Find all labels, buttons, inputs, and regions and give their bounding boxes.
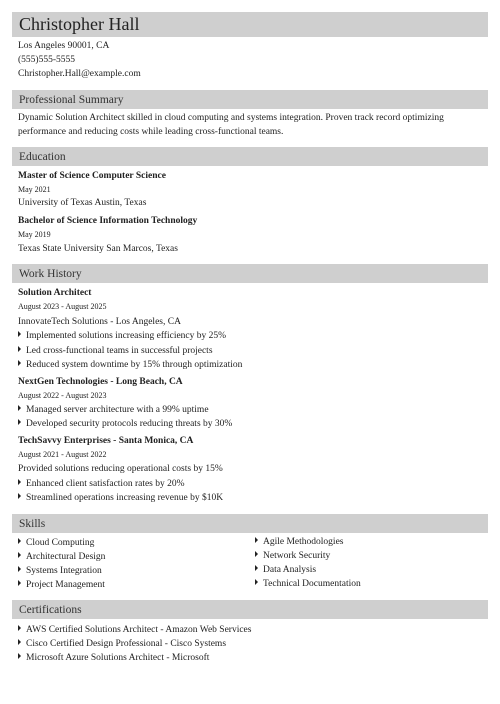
bullet-icon xyxy=(18,360,21,366)
job-bullet: Streamlined operations increasing revenue by $10K xyxy=(26,493,224,503)
list-item xyxy=(255,565,316,575)
certification-item: Cisco Certified Design Professional - Cisco Systems xyxy=(26,639,227,649)
education-degree: Master of Science Computer Science xyxy=(18,171,166,181)
summary-line-1: Dynamic Solution Architect skilled in cloud computing and systems integration. Proven track record optimizing xyxy=(18,113,444,123)
list-item xyxy=(18,493,223,503)
certifications-title: Certifications xyxy=(19,603,82,616)
list-item xyxy=(18,346,213,356)
bullet-icon xyxy=(18,405,21,411)
list-item xyxy=(18,625,251,635)
list-item xyxy=(18,419,232,429)
education-degree: Bachelor of Science Information Technology xyxy=(18,216,198,226)
job-heading: TechSavvy Enterprises - Santa Monica, CA xyxy=(18,436,194,446)
contact-address: Los Angeles 90001, CA xyxy=(18,41,110,51)
list-item xyxy=(255,537,343,547)
skill-item: Technical Documentation xyxy=(263,579,361,589)
bullet-icon xyxy=(18,493,21,499)
bullet-icon xyxy=(18,580,21,586)
bullet-icon xyxy=(18,625,21,631)
work-section-header xyxy=(12,264,488,283)
job-bullet: Managed server architecture with a 99% uptime xyxy=(26,405,209,415)
job-dates: August 2021 - August 2022 xyxy=(18,450,107,459)
education-school: Texas State University San Marcos, Texas xyxy=(18,244,178,254)
skill-item: Agile Methodologies xyxy=(263,537,344,547)
list-item xyxy=(18,580,105,590)
skill-item: Cloud Computing xyxy=(26,538,95,548)
job-bullet: Led cross-functional teams in successful projects xyxy=(26,346,213,356)
list-item xyxy=(18,331,226,341)
education-school: University of Texas Austin, Texas xyxy=(18,198,147,208)
job-bullet: Developed security protocols reducing threats by 30% xyxy=(26,419,233,429)
education-section-header xyxy=(12,147,488,166)
summary-line-2: performance and reducing costs while leading cross-functional teams. xyxy=(18,127,284,137)
job-bullet: Implemented solutions increasing efficiency by 25% xyxy=(26,331,227,341)
list-item xyxy=(18,566,102,576)
job-heading: Solution Architect xyxy=(18,288,92,298)
bullet-icon xyxy=(18,653,21,659)
work-title: Work History xyxy=(19,267,82,280)
certification-item: AWS Certified Solutions Architect - Amazon Web Services xyxy=(26,625,252,635)
education-title: Education xyxy=(19,150,66,163)
list-item xyxy=(18,479,185,489)
bullet-icon xyxy=(18,552,21,558)
skills-section-header xyxy=(12,514,488,533)
skill-item: Data Analysis xyxy=(263,565,317,575)
certifications-section-header xyxy=(12,600,488,619)
bullet-icon xyxy=(18,419,21,425)
list-item xyxy=(18,538,94,548)
job-dates: August 2022 - August 2023 xyxy=(18,391,107,400)
job-bullet: Reduced system downtime by 15% through optimization xyxy=(26,360,243,370)
bullet-icon xyxy=(18,566,21,572)
skills-title: Skills xyxy=(19,517,46,530)
list-item xyxy=(255,579,361,589)
bullet-icon xyxy=(255,579,258,585)
summary-title: Professional Summary xyxy=(19,93,124,106)
bullet-icon xyxy=(255,565,258,571)
job-dates: August 2023 - August 2025 xyxy=(18,302,107,311)
summary-section-header xyxy=(12,90,488,109)
skill-item: Project Management xyxy=(26,580,105,590)
bullet-icon xyxy=(18,346,21,352)
bullet-icon xyxy=(255,537,258,543)
list-item xyxy=(18,552,105,562)
skill-item: Systems Integration xyxy=(26,566,102,576)
list-item xyxy=(18,639,226,649)
name-header xyxy=(12,12,488,37)
candidate-name: Christopher Hall xyxy=(19,14,140,34)
bullet-icon xyxy=(255,551,258,557)
bullet-icon xyxy=(18,639,21,645)
bullet-icon xyxy=(18,538,21,544)
certification-item: Microsoft Azure Solutions Architect - Microsoft xyxy=(26,653,210,663)
bullet-icon xyxy=(18,479,21,485)
education-date: May 2019 xyxy=(18,230,51,239)
list-item xyxy=(255,551,330,561)
job-bullet: Enhanced client satisfaction rates by 20% xyxy=(26,479,185,489)
contact-phone: (555)555-5555 xyxy=(18,55,75,65)
skill-item: Architectural Design xyxy=(26,552,106,562)
job-company: InnovateTech Solutions - Los Angeles, CA xyxy=(18,317,181,327)
skill-item: Network Security xyxy=(263,551,331,561)
education-date: May 2021 xyxy=(18,185,51,194)
list-item xyxy=(18,360,242,370)
bullet-icon xyxy=(18,331,21,337)
contact-email[interactable]: Christopher.Hall@example.com xyxy=(18,69,141,79)
list-item xyxy=(18,653,209,663)
job-heading: NextGen Technologies - Long Beach, CA xyxy=(18,377,183,387)
job-description: Provided solutions reducing operational costs by 15% xyxy=(18,464,223,474)
list-item xyxy=(18,405,209,415)
